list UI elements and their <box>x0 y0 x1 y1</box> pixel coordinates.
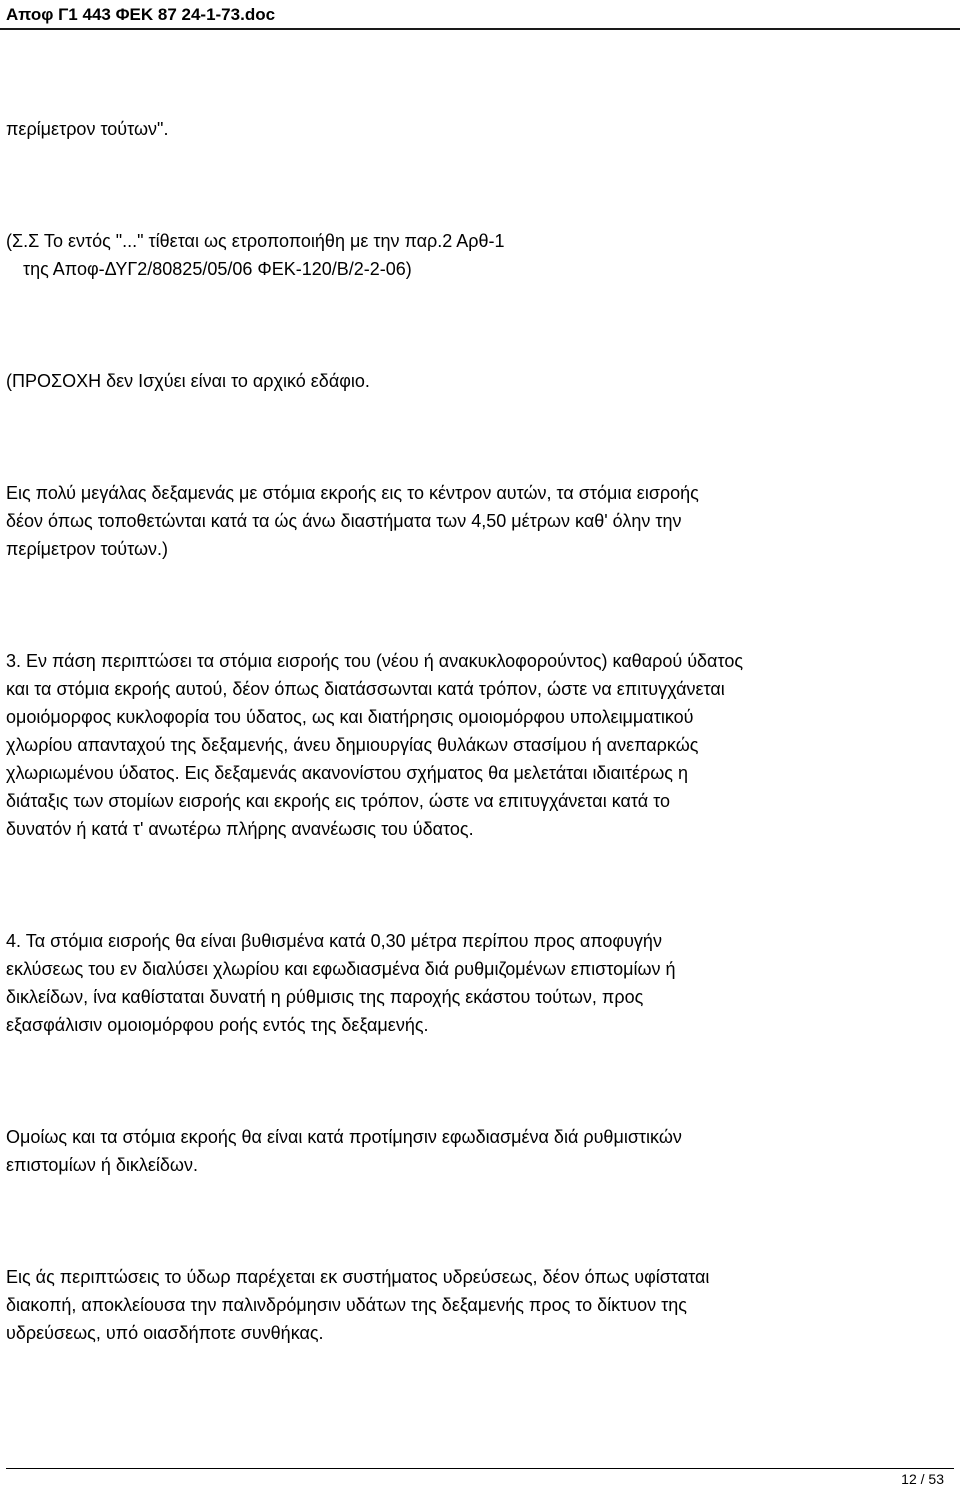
paragraph-item-4 <box>6 927 941 1039</box>
paragraph-line: διάταξις των στομίων εισροής και εκροής εις τρόπον, ώστε να επιτυγχάνεται κατά το <box>6 791 671 811</box>
paragraph-warning-note <box>6 367 941 395</box>
paragraph-line: Εις άς περιπτώσεις το ύδωρ παρέχεται εκ συστήματος υδρεύσεως, δέον όπως υφίσταται <box>6 1267 710 1287</box>
paragraph-line: διακοπή, αποκλείουσα την παλινδρόμησιν υδάτων της δεξαμενής προς το δίκτυον της <box>6 1295 687 1315</box>
paragraph-line: Ομοίως και τα στόμια εκροής θα είναι κατά προτίμησιν εφωδιασμένα διά ρυθμιστικών <box>6 1127 682 1147</box>
document-title-bar <box>0 0 960 30</box>
paragraph-line: της Αποφ-ΔΥΓ2/80825/05/06 ΦΕΚ-120/Β/2-2-06) <box>23 259 412 279</box>
paragraph-line: και τα στόμια εκροής αυτού, δέον όπως διατάσσωνται κατά τρόπον, ώστε να επιτυγχάνεται <box>6 679 725 699</box>
paragraph-line: δυνατόν ή κατά τ' ανωτέρω πλήρης ανανέωσις του ύδατος. <box>6 819 474 839</box>
paragraph-line: υδρεύσεως, υπό οιασδήποτε συνθήκας. <box>6 1323 324 1343</box>
paragraph-editor-note <box>6 227 941 283</box>
paragraph-item-3 <box>6 647 941 843</box>
paragraph <box>6 1123 941 1179</box>
paragraph-original-text <box>6 479 941 563</box>
paragraph-line: περίμετρον τούτων". <box>6 119 169 139</box>
paragraph-line: χλωριωμένου ύδατος. Εις δεξαμενάς ακανονίστου σχήματος θα μελετάται ιδιαιτέρως η <box>6 763 688 783</box>
footer-divider <box>6 1468 954 1469</box>
paragraph-line: Εις πολύ μεγάλας δεξαμενάς με στόμια εκροής εις το κέντρον αυτών, τα στόμια εισροής <box>6 483 699 503</box>
document-title: Αποφ Γ1 443 ΦΕΚ 87 24-1-73.doc <box>6 5 276 24</box>
paragraph-line: 4. Τα στόμια εισροής θα είναι βυθισμένα κατά 0,30 μέτρα περίπου προς αποφυγήν <box>6 931 662 951</box>
paragraph-line: δικλείδων, ίνα καθίσταται δυνατή η ρύθμισις της παροχής εκάστου τούτων, προς <box>6 987 644 1007</box>
paragraph-line: δέον όπως τοποθετώνται κατά τα ώς άνω διαστήματα των 4,50 μέτρων καθ' όλην την <box>6 511 682 531</box>
paragraph-line: ομοιόμορφος κυκλοφορία του ύδατος, ως και διατήρησις ομοιομόρφου υπολειμματικού <box>6 707 694 727</box>
paragraph-line: εξασφάλισιν ομοιομόρφου ροής εντός της δεξαμενής. <box>6 1015 429 1035</box>
paragraph <box>6 1263 941 1347</box>
paragraph-line: (Σ.Σ Το εντός "..." τίθεται ως ετροποποιήθη με την παρ.2 Αρθ-1 <box>6 231 505 251</box>
paragraph-line: 3. Εν πάση περιπτώσει τα στόμια εισροής του (νέου ή ανακυκλοφορούντος) καθαρού ύδατος <box>6 651 744 671</box>
paragraph <box>6 115 941 143</box>
page-number: 12 / 53 <box>901 1471 944 1487</box>
paragraph-line: χλωρίου απανταχού της δεξαμενής, άνευ δημιουργίας θυλάκων στασίμου ή ανεπαρκώς <box>6 735 699 755</box>
paragraph-line: επιστομίων ή δικλείδων. <box>6 1155 198 1175</box>
paragraph-line: (ΠΡΟΣΟΧΗ δεν Ισχύει είναι το αρχικό εδάφιο. <box>6 371 370 391</box>
paragraph-line: περίμετρον τούτων.) <box>6 539 169 559</box>
paragraph-line: εκλύσεως του εν διαλύσει χλωρίου και εφωδιασμένα διά ρυθμιζομένων επιστομίων ή <box>6 959 676 979</box>
